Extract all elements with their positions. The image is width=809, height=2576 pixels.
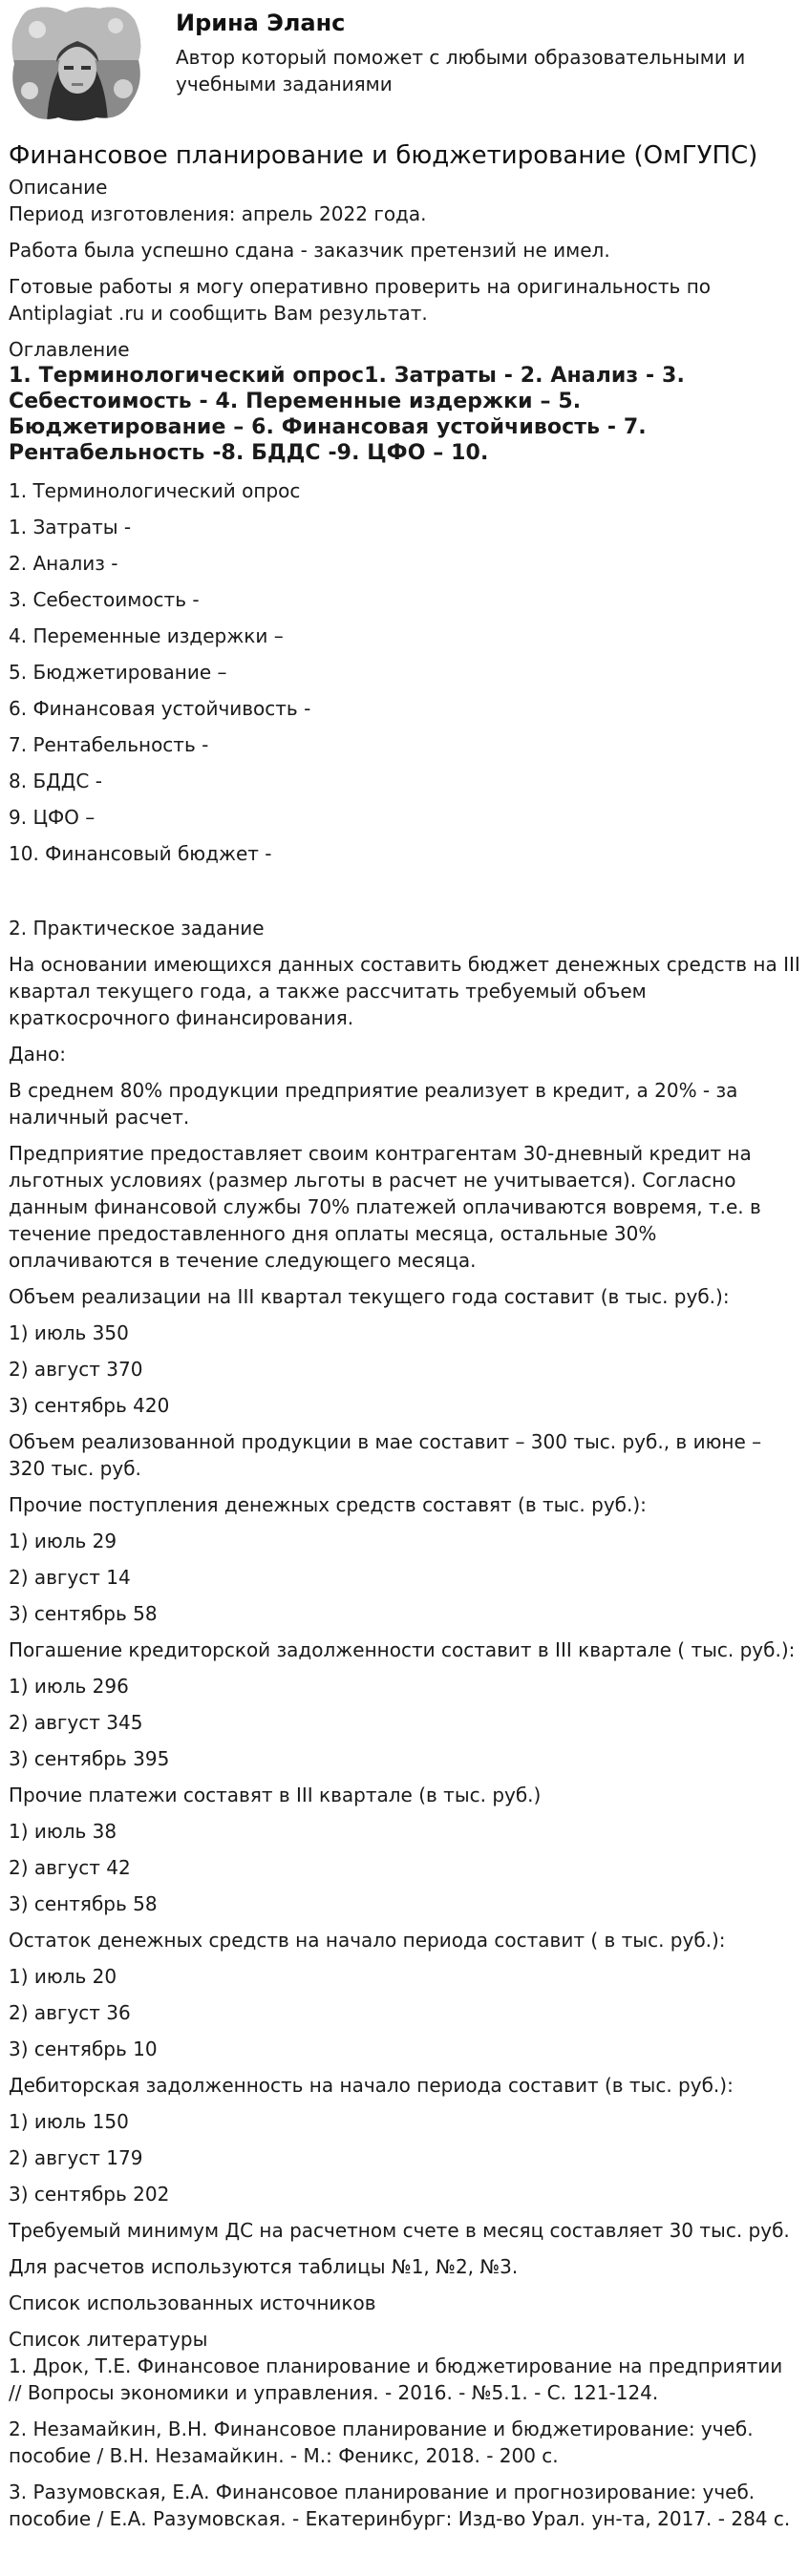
task-paragraph: Объем реализованной продукции в мае составит – 300 тыс. руб., в июне – 320 тыс. руб. [9,1430,762,1480]
task-paragraph: Для расчетов используются таблицы №1, №2, №3. [9,2255,519,2278]
task-paragraph: 2) август 345 [9,1711,143,1734]
source-item: 1. Дрок, Т.Е. Финансовое планирование и бюджетирование на предприятии // Вопросы экономики и управления. - 2016. - №5.1. - С. 121-124. [9,2354,783,2404]
toc-item: 4. Переменные издержки – [9,624,284,647]
spacer [9,876,800,915]
toc-item: 2. Анализ - [9,552,118,575]
description-paragraph: Период изготовления: апрель 2022 года. [9,202,427,225]
task-paragraph: Дебиторская задолженность на начало периода составит (в тыс. руб.): [9,2074,734,2097]
task-paragraph: Предприятие предоставляет своим контрагентам 30-дневный кредит на льготных условиях (размер льготы в расчет не учитывается). Согласно данным финансовой службы 70% платежей оплачиваются вовремя, т.е. в течение предоставленного дня оплаты месяца, остальные 30% оплачиваются в течение следующего месяца. [9,1142,761,1272]
toc-item: 3. Себестоимость - [9,588,200,611]
task-paragraph: Прочие платежи составят в III квартале (в тыс. руб.) [9,1784,542,1806]
task-paragraph: 2. Практическое задание [9,917,265,940]
toc-item: 8. БДДС - [9,770,102,792]
task-paragraph: 3) сентябрь 202 [9,2183,170,2206]
task-paragraph: 2) август 14 [9,1566,131,1589]
task-paragraph: 1) июль 350 [9,1321,129,1344]
task-content [9,915,800,2280]
task-paragraph: На основании имеющихся данных составить бюджет денежных средств на III квартал текущего года, а также рассчитать требуемый объем краткосрочного финансирования. [9,953,800,1029]
description-heading: Описание [9,176,108,199]
sources-subheading: Список литературы [9,2328,208,2351]
toc-item: 9. ЦФО – [9,806,96,829]
author-name[interactable]: Ирина Эланс [176,10,346,36]
work-title: Финансовое планирование и бюджетирование (ОмГУПС) [9,141,758,170]
task-paragraph: 1) июль 296 [9,1675,129,1698]
task-paragraph: 1) июль 29 [9,1530,117,1552]
task-paragraph: 2) август 179 [9,2146,143,2169]
task-paragraph: Объем реализации на III квартал текущего года составит (в тыс. руб.): [9,1285,730,1308]
source-item: 2. Незамайкин, В.Н. Финансовое планирование и бюджетирование: учеб. пособие / В.Н. Незамайкин. - М.: Феникс, 2018. - 200 с. [9,2418,754,2467]
task-paragraph: 3) сентябрь 10 [9,2038,158,2060]
author-header [9,0,800,134]
toc-item: 6. Финансовая устойчивость - [9,697,311,720]
toc-list [9,477,800,867]
description-paragraph: Готовые работы я могу оперативно проверить на оригинальность по Antiplagiat .ru и сообщить Вам результат. [9,275,711,325]
task-paragraph: Прочие поступления денежных средств составят (в тыс. руб.): [9,1493,647,1516]
task-paragraph: 3) сентябрь 58 [9,1892,158,1915]
page [9,0,800,2542]
toc-item: 1. Терминологический опрос [9,479,301,502]
task-paragraph: 3) сентябрь 58 [9,1602,158,1625]
toc-item: 5. Бюджетирование – [9,661,227,684]
task-paragraph: Требуемый минимум ДС на расчетном счете в месяц составляет 30 тыс. руб. [9,2219,790,2242]
task-paragraph: 2) август 370 [9,1358,143,1381]
toc-bold-summary: 1. Терминологический опрос1. Затраты - 2. Анализ - 3. Себестоимость - 4. Переменные издержки – 5. Бюджетирование – 6. Финансовая устойчивость - 7. Рентабельность -8. БДДС -9. ЦФО – 10. [9,364,685,465]
task-paragraph: 2) август 36 [9,2001,131,2024]
toc-item: 7. Рентабельность - [9,733,209,756]
author-avatar-icon[interactable] [9,3,144,124]
task-paragraph: Дано: [9,1043,66,1066]
toc-item: 1. Затраты - [9,516,132,538]
task-paragraph: В среднем 80% продукции предприятие реализует в кредит, а 20% - за наличный расчет. [9,1079,738,1129]
author-description: Автор который поможет с любыми образовательными и учебными заданиями [176,46,746,95]
task-paragraph: 1) июль 150 [9,2110,129,2133]
description-paragraph: Работа была успешно сдана - заказчик претензий не имел. [9,239,610,262]
task-paragraph: 2) август 42 [9,1856,131,1879]
source-item: 3. Разумовская, Е.А. Финансовое планирование и прогнозирование: учеб. пособие / Е.А. Разумовская. - Екатеринбург: Изд-во Урал. ун-та, 2017. - 284 с. [9,2481,791,2530]
task-paragraph: Погашение кредиторской задолженности составит в III квартале ( тыс. руб.): [9,1638,796,1661]
task-paragraph: 3) сентябрь 395 [9,1747,170,1770]
task-paragraph: Остаток денежных средств на начало периода составит ( в тыс. руб.): [9,1929,726,1952]
toc-heading: Оглавление [9,338,130,361]
task-paragraph: 3) сентябрь 420 [9,1394,170,1417]
sources-list [9,2353,800,2532]
toc-item: 10. Финансовый бюджет - [9,842,272,865]
sources-heading: Список использованных источников [9,2291,376,2314]
task-paragraph: 1) июль 38 [9,1820,117,1843]
task-paragraph: 1) июль 20 [9,1965,117,1988]
